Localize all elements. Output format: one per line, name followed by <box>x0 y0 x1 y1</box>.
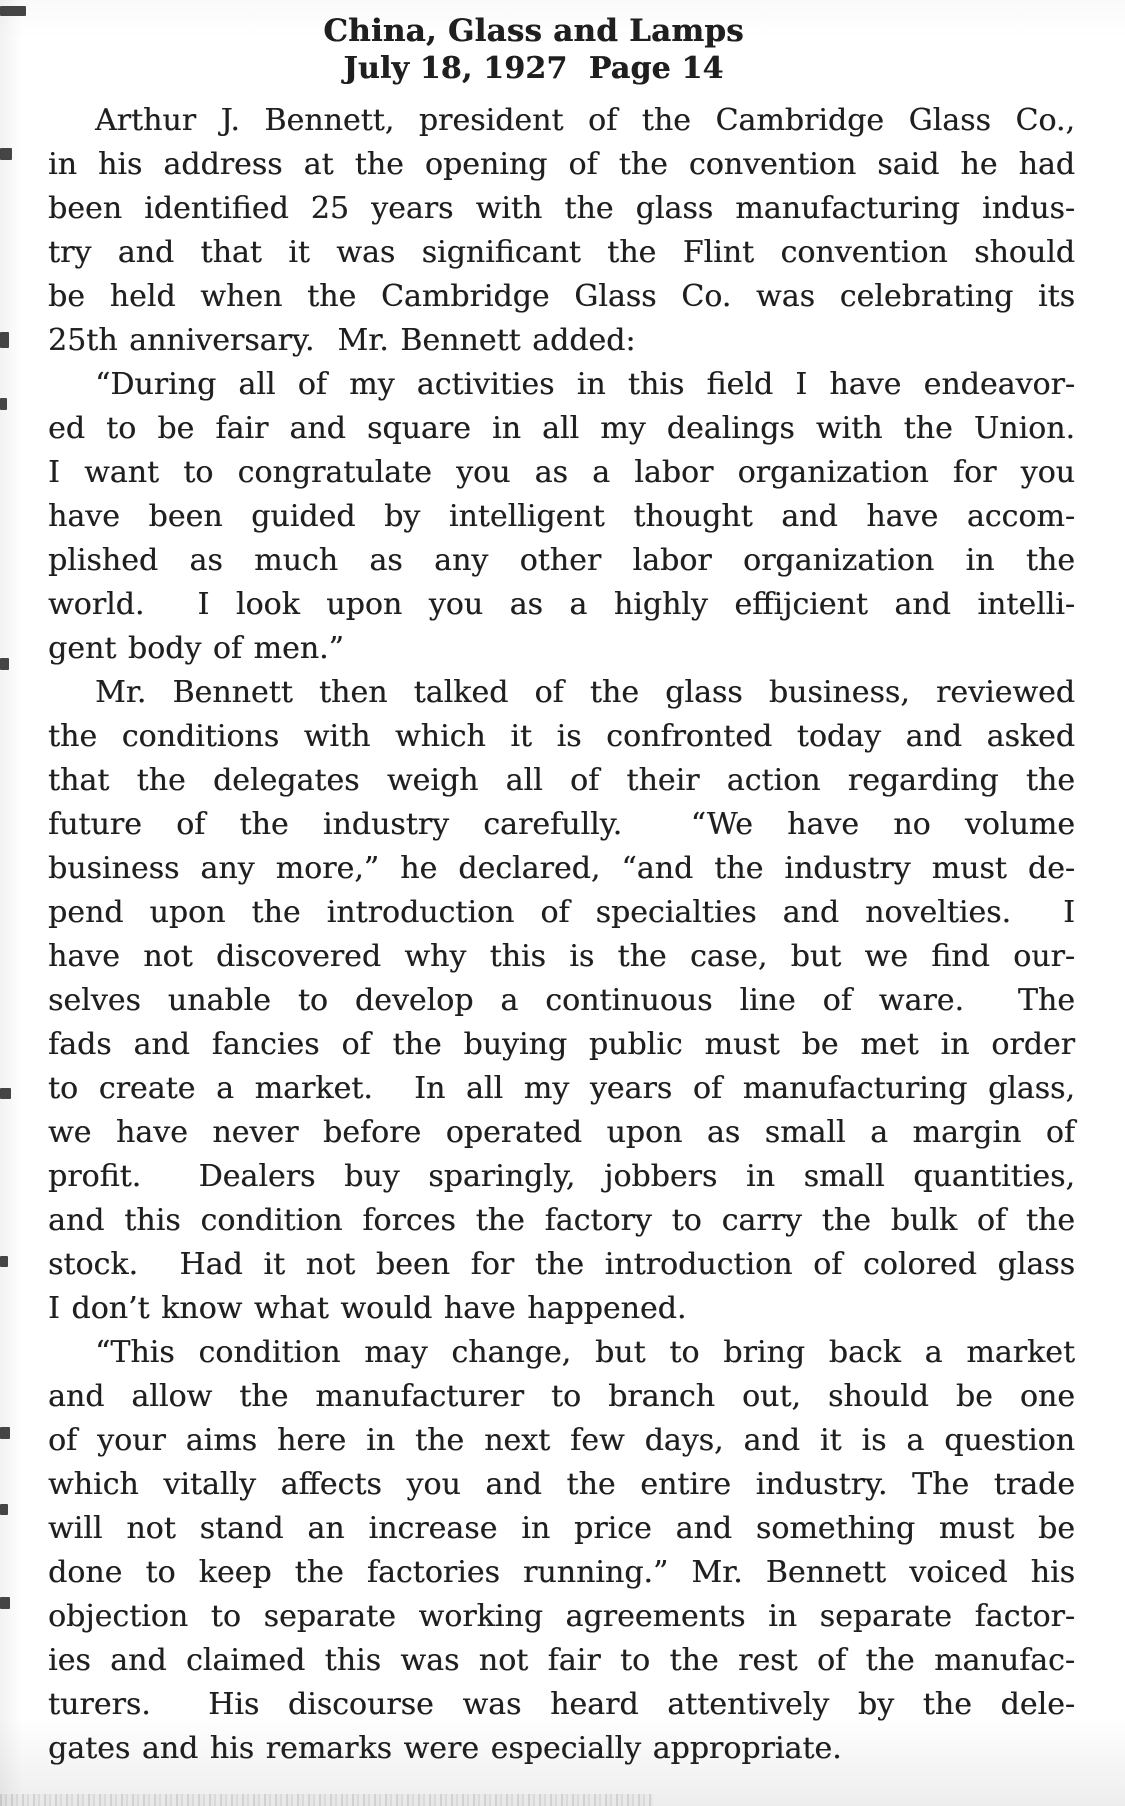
text-line: in his address at the opening of the convention said he had <box>48 147 1075 182</box>
text-line: 25th anniversary. Mr. Bennett added: <box>48 323 636 358</box>
text-line: “This condition may change, but to bring back a market <box>95 1335 1075 1370</box>
scan-artifact <box>0 148 12 160</box>
text-line: future of the industry carefully. “We have no volume <box>48 807 1075 842</box>
paragraph <box>48 1331 1075 1771</box>
paragraph <box>48 363 1075 671</box>
text-line: stock. Had it not been for the introduction of colored glass <box>48 1247 1075 1282</box>
text-line: world. I look upon you as a highly effijcient and intelli- <box>48 587 1075 622</box>
scan-artifact <box>0 1597 10 1609</box>
text-line: try and that it was significant the Flint convention should <box>48 235 1075 270</box>
text-line: “During all of my activities in this field I have endeavor- <box>95 367 1075 402</box>
scan-artifact <box>0 1088 11 1099</box>
publication-date-page: July 18, 1927 Page 14 <box>343 51 724 86</box>
text-line: have not discovered why this is the case, but we find our- <box>48 939 1075 974</box>
text-line: profit. Dealers buy sparingly, jobbers in small quantities, <box>48 1159 1075 1194</box>
text-line: done to keep the factories running.” Mr. Bennett voiced his <box>48 1555 1075 1590</box>
scan-noise-strip <box>0 1794 653 1806</box>
text-line: business any more,” he declared, “and the industry must de- <box>48 851 1075 886</box>
text-line: the conditions with which it is confronted today and asked <box>48 719 1075 754</box>
publication-title: China, Glass and Lamps <box>323 13 744 49</box>
scan-artifact <box>0 1256 8 1267</box>
text-line: of your aims here in the next few days, and it is a question <box>48 1423 1075 1458</box>
text-line: selves unable to develop a continuous line of ware. The <box>48 983 1075 1018</box>
text-line: that the delegates weigh all of their action regarding the <box>48 763 1075 798</box>
text-line: be held when the Cambridge Glass Co. was celebrating its <box>48 279 1075 314</box>
article-body <box>0 99 1125 1771</box>
text-line: plished as much as any other labor organization in the <box>48 543 1075 578</box>
scan-artifact <box>0 332 9 348</box>
text-line: which vitally affects you and the entire industry. The trade <box>48 1467 1075 1502</box>
paragraph <box>48 99 1075 363</box>
scan-artifact <box>0 1504 8 1515</box>
text-line: ed to be fair and square in all my dealings with the Union. <box>48 411 1075 446</box>
text-line: ies and claimed this was not fair to the rest of the manufac- <box>48 1643 1075 1678</box>
text-line: to create a market. In all my years of manufacturing glass, <box>48 1071 1075 1106</box>
text-line: fads and fancies of the buying public must be met in order <box>48 1027 1075 1062</box>
text-line: Arthur J. Bennett, president of the Cambridge Glass Co., <box>95 103 1075 138</box>
text-line: been identified 25 years with the glass manufacturing indus- <box>48 191 1075 226</box>
text-line: and allow the manufacturer to branch out, should be one <box>48 1379 1075 1414</box>
text-line: objection to separate working agreements in separate factor- <box>48 1599 1075 1634</box>
text-line: I want to congratulate you as a labor organization for you <box>48 455 1075 490</box>
text-line: will not stand an increase in price and something must be <box>48 1511 1075 1546</box>
text-line: I don’t know what would have happened. <box>48 1291 687 1326</box>
text-line: pend upon the introduction of specialties and novelties. I <box>48 895 1075 930</box>
text-line: we have never before operated upon as small a margin of <box>48 1115 1075 1150</box>
text-line: have been guided by intelligent thought and have accom- <box>48 499 1075 534</box>
text-line: turers. His discourse was heard attentively by the dele- <box>48 1687 1075 1722</box>
text-line: Mr. Bennett then talked of the glass business, reviewed <box>95 675 1075 710</box>
text-line: gent body of men.” <box>48 631 344 666</box>
text-line: gates and his remarks were especially appropriate. <box>48 1731 842 1766</box>
page-header <box>0 0 1125 88</box>
text-line: and this condition forces the factory to carry the bulk of the <box>48 1203 1075 1238</box>
scan-artifact <box>0 658 9 670</box>
scan-artifact <box>0 398 7 410</box>
scan-artifact <box>0 1427 10 1439</box>
paragraph <box>48 671 1075 1331</box>
scan-artifact <box>0 6 26 16</box>
